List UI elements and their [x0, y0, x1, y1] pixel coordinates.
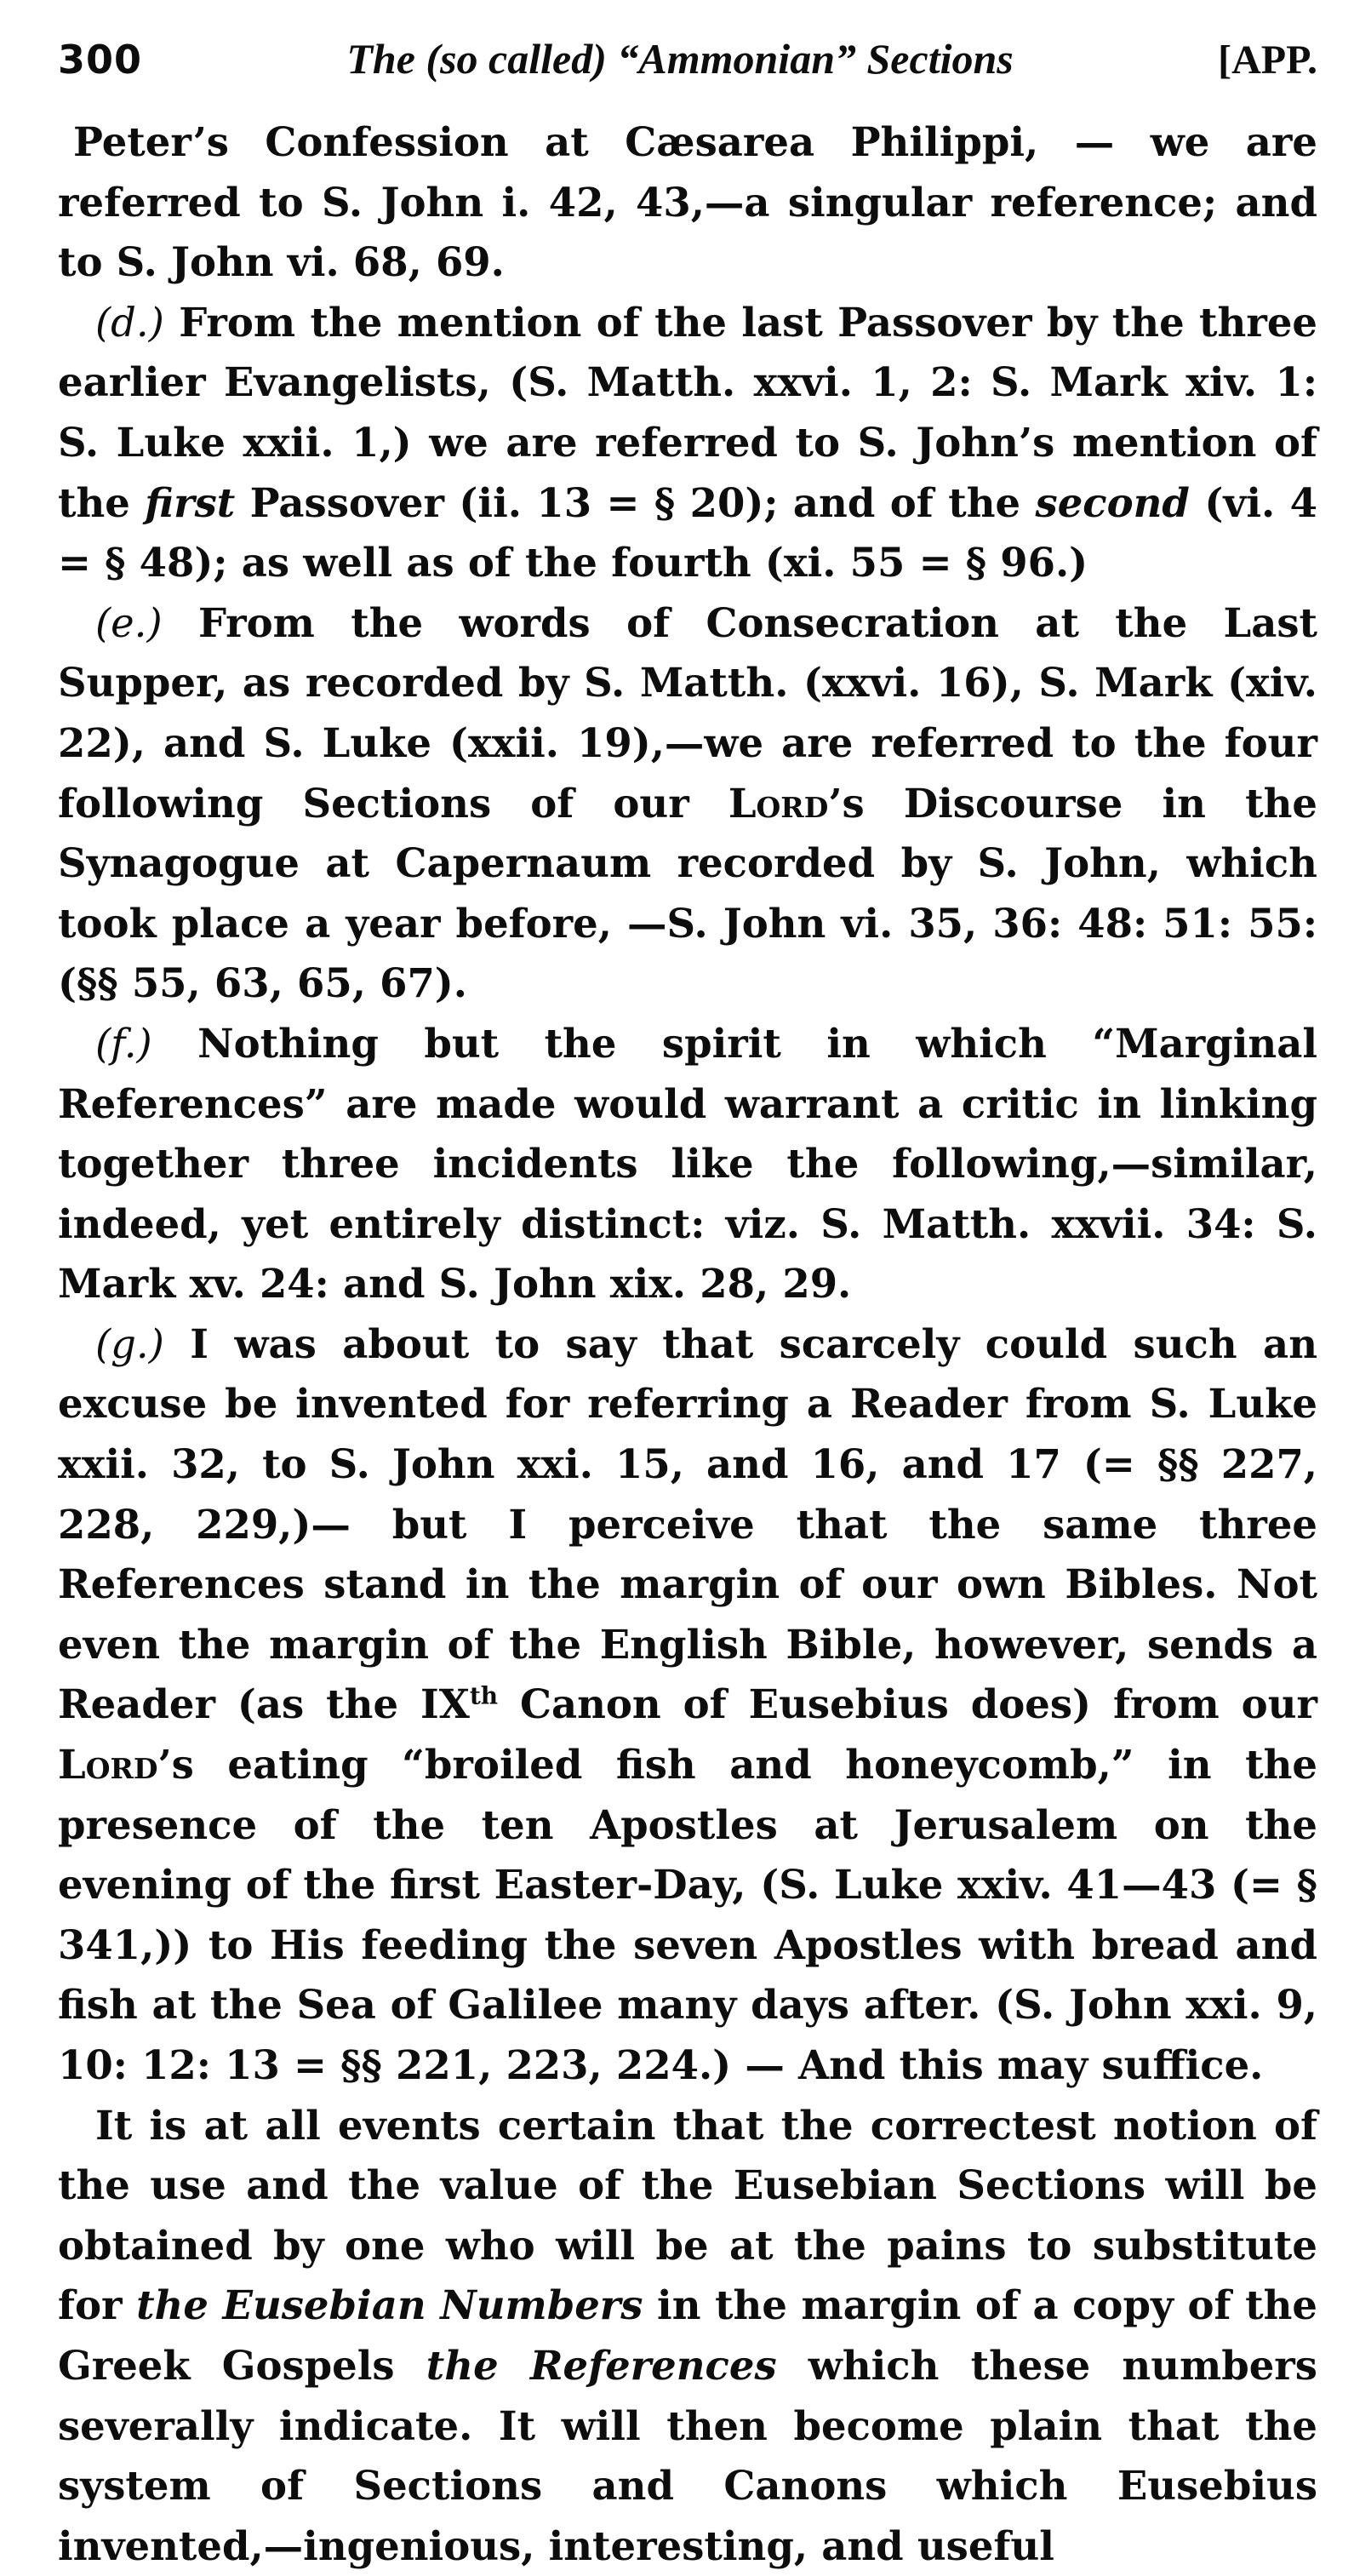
paragraph-text: ’s Discourse in the Synagogue at Capernaum recorded by S. John, which took place a year before, —S. John vi. 35, 36: 48: 51: 55: (§§ 55, 63, 65, 67). — [58, 779, 1317, 1007]
page-header — [58, 34, 1317, 112]
paragraph-text: It is at all events certain that the correctest notion of the use and the value of the Eusebian Sections will be obtained by one who will be at the pains to substitute for — [58, 2101, 1317, 2329]
emphasis-first: first — [145, 478, 236, 526]
paragraph-label: (e.) — [95, 599, 163, 646]
page-body — [58, 112, 1317, 2576]
paragraph-text: Nothing but the spirit in which “Marginal References” are made would warrant a critic in linking together three incidents like the following,—similar, indeed, yet entirely distinct: viz. S. Matth. xxvii. 34: S. Mark xv. 24: and S. John xix. 28, 29. — [58, 1019, 1317, 1308]
small-caps-lord: Lord — [58, 1741, 158, 1789]
paragraph-text: Canon of Eusebius does) from our — [498, 1680, 1317, 1728]
paragraph-f — [58, 1014, 1317, 1314]
paragraph-text: in the margin of a copy of the Greek Gospels — [58, 2281, 1317, 2389]
paragraph-d — [58, 293, 1317, 593]
emphasis-second: second — [1035, 478, 1190, 526]
paragraph-e — [58, 593, 1317, 1014]
paragraph-c-continuation — [58, 112, 1317, 293]
paragraph-text: I was about to say that scarcely could such an excuse be invented for referring a Reader from S. Luke xxii. 32, to S. John xxi. 15, and 16, and 17 (= §§ 227, 228, 229,)— but I perceive that the same three References stand in the margin of our own Bibles. Not even the margin of the English Bible, however, sends a Reader (as the IX — [58, 1319, 1317, 1728]
paragraph-text: Passover (ii. 13 = § 20); and of the — [235, 478, 1036, 526]
paragraph-text: ’s eating “broiled fish and honeycomb,” in the presence of the ten Apostles at Jerusalem on the evening of the first Easter-Day, (S. Luke xxiv. 41—43 (= § 341,)) to His feeding the seven Apostles with bread and fish at the Sea of Galilee many days after. (S. John xxi. 9, 10: 12: 13 = §§ 221, 223, 224.) — And this may suffice. — [58, 1741, 1317, 2088]
paragraph-text: (vi. 4 = § 48); as well as of the fourth (xi. 55 = § 96.) — [58, 478, 1318, 587]
paragraph-text: Peter’s Confession at Cæsarea Philippi, — we are referred to S. John i. 42, 43,—a singular reference; and to S. John vi. 68, 69. — [58, 118, 1317, 286]
emphasis-references: the References — [426, 2341, 777, 2389]
paragraph-label: (f.) — [95, 1020, 152, 1067]
page-number: 300 — [58, 37, 143, 83]
small-caps-lord: Lord — [728, 779, 829, 827]
paragraph-text: which these numbers severally indicate. It will then become plain that the system of Sections and Canons which Eusebius invented,—ingenious, interesting, and useful — [58, 2341, 1317, 2569]
running-title: The (so called) “Ammonian” Sections — [346, 35, 1014, 83]
paragraph-conclusion — [58, 2096, 1317, 2576]
paragraph-label: (g.) — [95, 1320, 164, 1367]
paragraph-text: From the mention of the last Passover by the three earlier Evangelists, (S. Matth. xxvi. 1, 2: S. Mark xiv. 1: S. Luke xxii. 1,) we are referred to S. John’s mention of the — [58, 298, 1317, 526]
paragraph-g — [58, 1314, 1317, 2096]
book-page — [58, 34, 1317, 2576]
section-marker: [APP. — [1218, 37, 1317, 83]
emphasis-eusebian-numbers: the Eusebian Numbers — [136, 2281, 643, 2329]
superscript-th: th — [469, 1681, 498, 1710]
paragraph-text: From the words of Consecration at the Last Supper, as recorded by S. Matth. (xxvi. 16), S. Mark (xiv. 22), and S. Luke (xxii. 19),—we are referred to the four following Sections of our — [58, 598, 1317, 827]
paragraph-label: (d.) — [95, 299, 164, 346]
